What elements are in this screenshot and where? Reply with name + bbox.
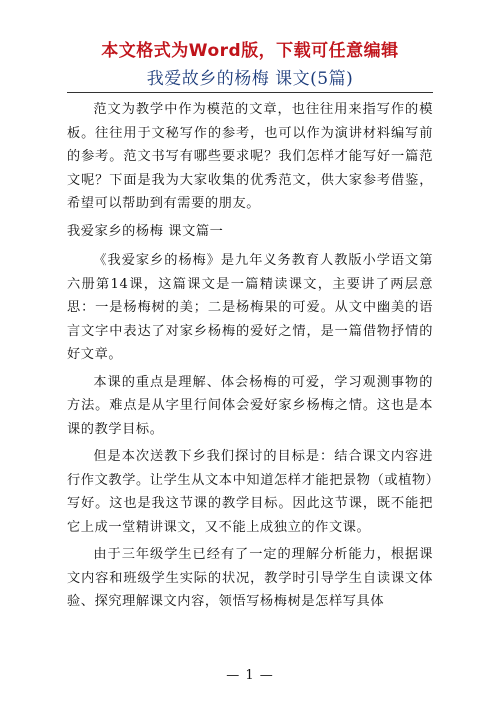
section-heading: 我爱家乡的杨梅 课文篇一 bbox=[67, 223, 224, 239]
intro-paragraph: 范文为教学中作为模范的文章，也往往用来指写作的模板。往往用于文秘写作的参考，也可以作为演讲材料编写前的参考。范文书写有哪些要求呢？我们怎样才能写好一篇范文呢？下面是我为大家收集的优秀范文，供大家参考借鉴，希望可以帮助到有需要的朋友。 bbox=[67, 102, 433, 211]
body-paragraph: 本课的重点是理解、体会杨梅的可爱，学习观测事物的方法。难点是从字里行间体会爱好家乡杨梅之情。这也是本课的教学目标。 bbox=[67, 374, 433, 437]
body-paragraph: 但是本次送教下乡我们探讨的目标是：结合课文内容进行作文教学。让学生从文本中知道怎样才能把景物（或植物）写好。这也是我这节课的教学目标。因此这节课，既不能把它上成一堂精讲课文，又不能上成独立的作文课。 bbox=[67, 449, 433, 535]
document-body bbox=[67, 98, 433, 618]
banner-prefix: 本文格式为 bbox=[101, 41, 189, 61]
title-divider bbox=[67, 92, 433, 93]
body-paragraph: 《我爱家乡的杨梅》是九年义务教育人教版小学语文第六册第14课，这篇课文是一篇精读课文，主要讲了两层意思：一是杨梅树的美；二是杨梅果的可爱。从文中幽美的语言文字中表达了对家乡杨梅的爱好之情，是一篇借物抒情的好文章。 bbox=[67, 253, 433, 362]
document-title: 我爱故乡的杨梅 课文(5篇) bbox=[146, 69, 354, 89]
page-number: — 1 — bbox=[226, 668, 274, 683]
download-banner bbox=[0, 36, 500, 61]
body-paragraph: 由于三年级学生已经有了一定的理解分析能力，根据课文内容和班级学生实际的状况，教学时引导学生自读课文体验、探究理解课文内容，领悟写杨梅树是怎样写具体 bbox=[67, 547, 433, 609]
banner-suffix: 版，下载可任意编辑 bbox=[241, 41, 399, 61]
banner-word: Word bbox=[188, 41, 242, 61]
